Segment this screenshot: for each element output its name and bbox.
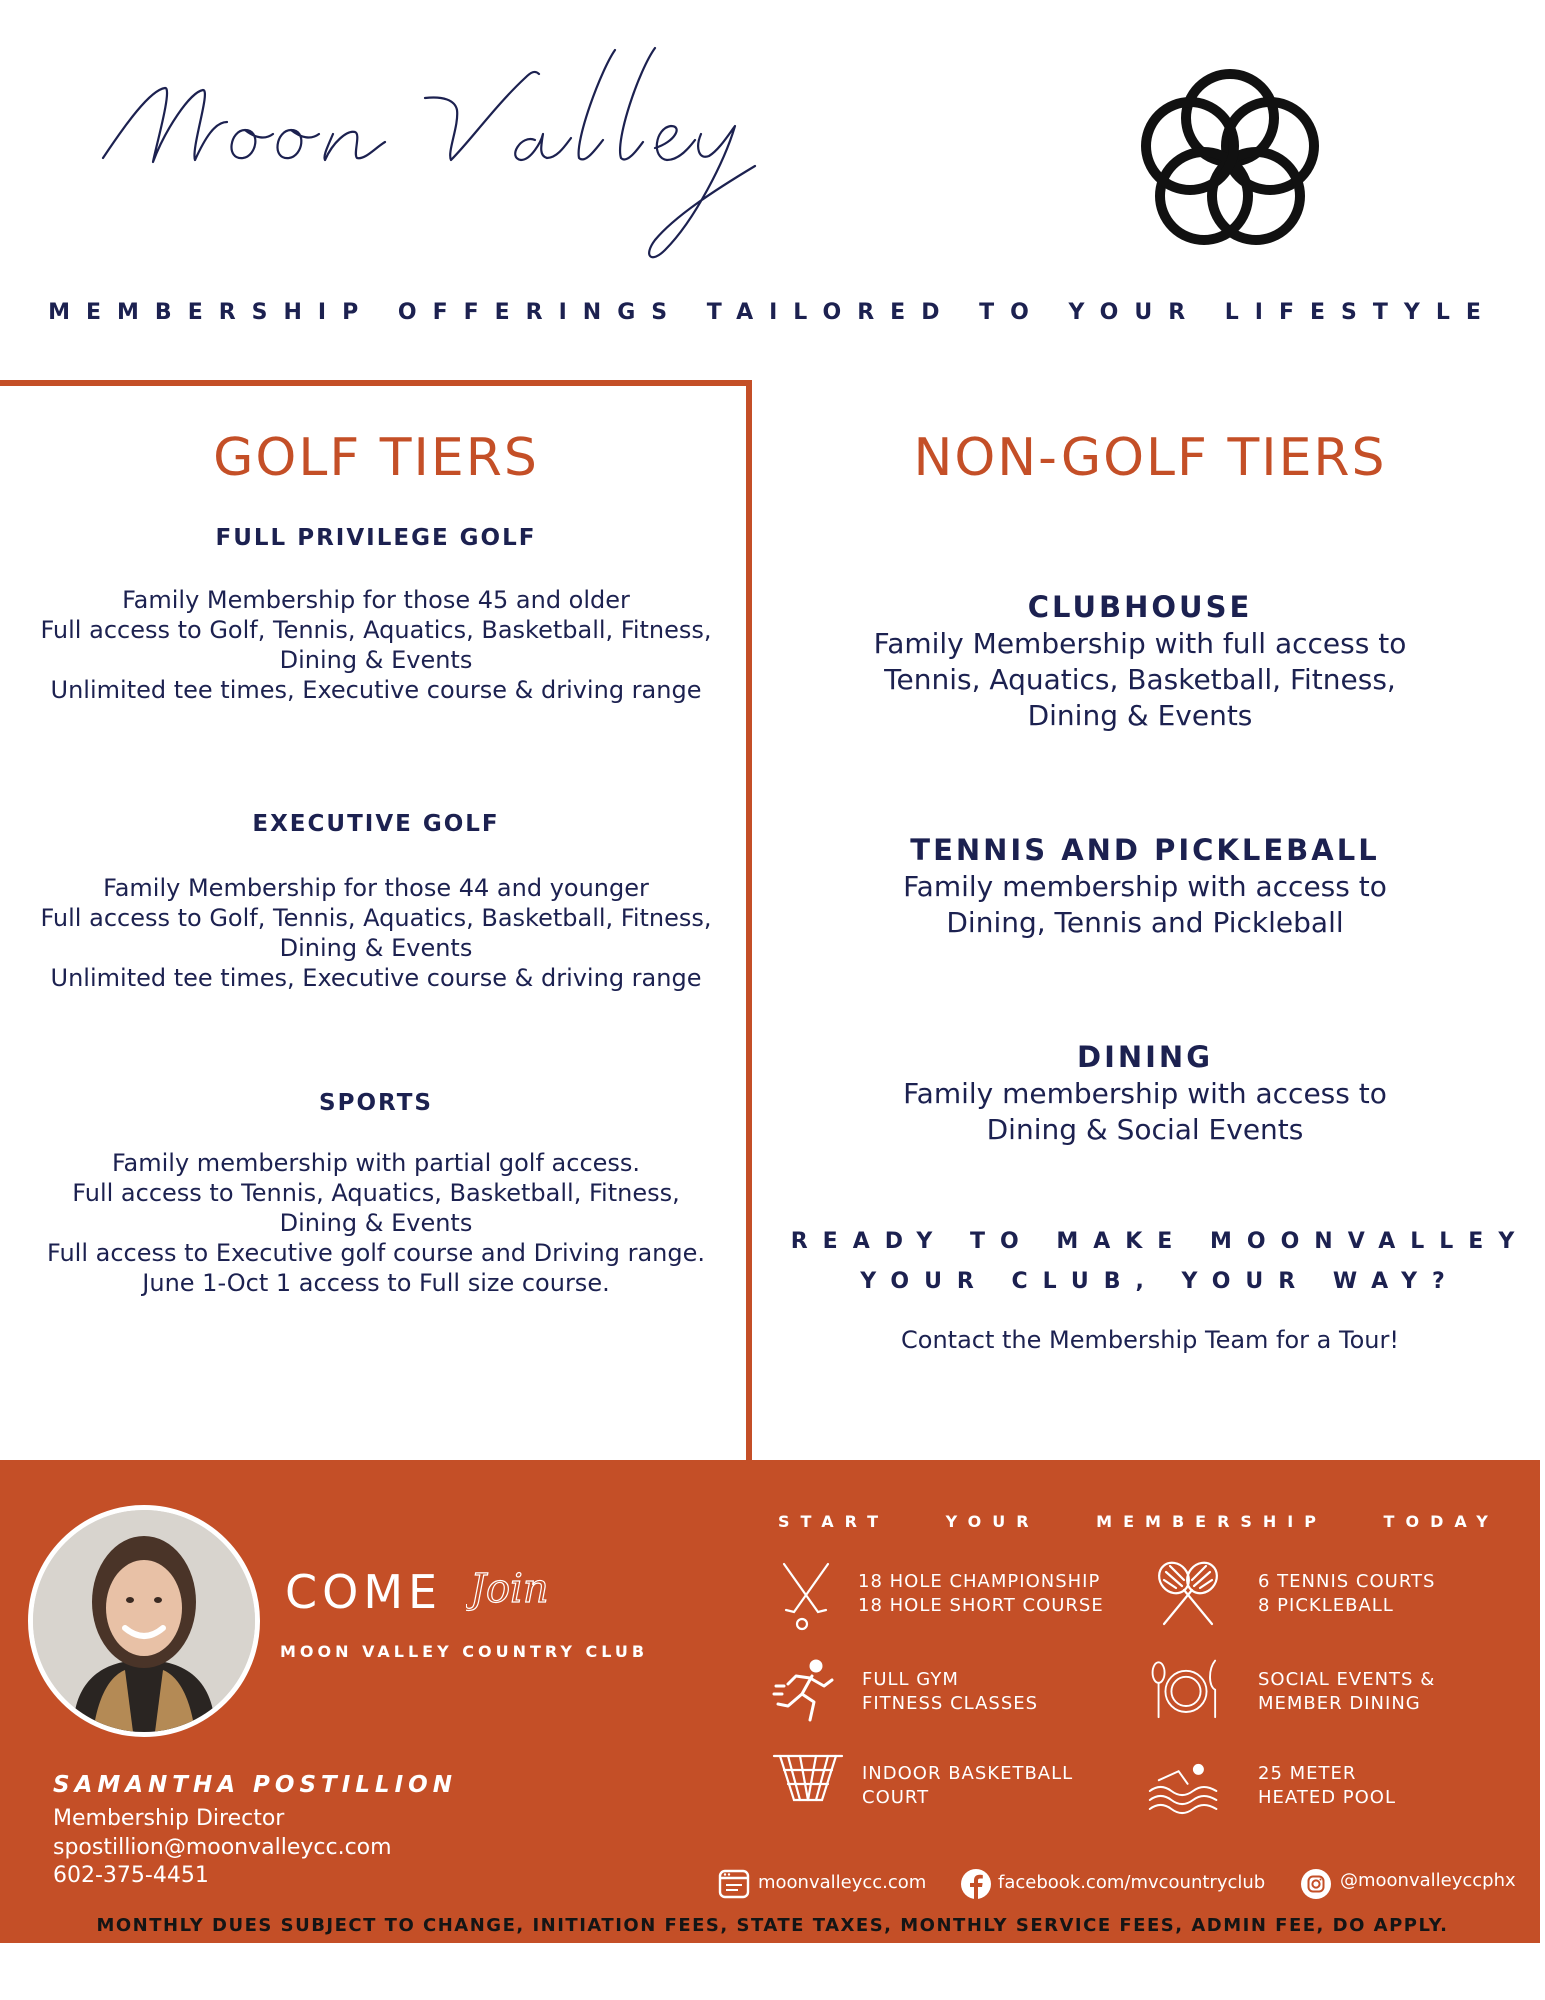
director-name: SAMANTHA POSTILLION [53, 1772, 457, 1798]
tier-description-full-privilege-golf [0, 585, 752, 705]
tier-line: Unlimited tee times, Executive course & driving range [50, 676, 702, 704]
celtic-knot-logo-icon [1130, 60, 1330, 260]
tier-description-tennis-and-pickleball [765, 869, 1525, 941]
golf-tiers-heading: GOLF TIERS [213, 428, 539, 488]
disclaimer: MONTHLY DUES SUBJECT TO CHANGE, INITIATION FEES, STATE TAXES, MONTHLY SERVICE FEES, ADMIN FEE, DO APPLY. [96, 1915, 1449, 1936]
start-membership-heading: START YOUR MEMBERSHIP TODAY [778, 1512, 1499, 1531]
feature-line: FULL GYM [862, 1669, 959, 1690]
swimmer-icon [1148, 1746, 1220, 1818]
tier-line: Family membership with access to [903, 870, 1387, 903]
facebook-icon [960, 1868, 992, 1900]
tier-line: Full access to Tennis, Aquatics, Basketball, Fitness, [72, 1179, 680, 1207]
tier-name-sports: SPORTS [319, 1090, 433, 1116]
tier-description-executive-golf [0, 873, 752, 993]
feature-gym [862, 1668, 1038, 1716]
director-photo [28, 1505, 260, 1737]
cta-line-2: YOUR CLUB, YOUR WAY? [860, 1269, 1460, 1294]
tier-line: Family membership with access to [903, 1077, 1387, 1110]
director-phone[interactable]: 602-375-4451 [53, 1863, 209, 1888]
tier-line: Family Membership for those 45 and older [122, 586, 630, 614]
feature-dining [1258, 1668, 1435, 1716]
tier-description-sports [0, 1148, 752, 1298]
tier-name-clubhouse: CLUBHOUSE [1027, 590, 1253, 624]
tier-line: Dining, Tennis and Pickleball [946, 906, 1344, 939]
feature-line: COURT [862, 1787, 930, 1808]
tier-line: Tennis, Aquatics, Basketball, Fitness, [884, 663, 1396, 696]
feature-line: 18 HOLE SHORT COURSE [858, 1595, 1104, 1616]
moon-valley-script-logo [95, 30, 835, 270]
join-script-text [466, 1554, 606, 1624]
tennis-rackets-icon [1152, 1558, 1224, 1630]
feature-line: 6 TENNIS COURTS [1258, 1571, 1436, 1592]
feature-line: 25 METER [1258, 1763, 1357, 1784]
tier-line: Dining & Social Events [986, 1113, 1304, 1146]
tier-line: Dining & Events [1027, 699, 1253, 732]
feature-line: MEMBER DINING [1258, 1693, 1421, 1714]
feature-line: FITNESS CLASSES [862, 1693, 1039, 1714]
feature-line: 18 HOLE CHAMPIONSHIP [858, 1571, 1101, 1592]
instagram-link[interactable]: @moonvalleyccphx [1340, 1870, 1516, 1891]
feature-golf [858, 1570, 1104, 1618]
tier-description-clubhouse [760, 626, 1520, 734]
come-text: COME [285, 1565, 443, 1619]
tier-name-tennis-and-pickleball: TENNIS AND PICKLEBALL [910, 833, 1380, 867]
feature-tennis [1258, 1570, 1435, 1618]
tier-description-dining [765, 1076, 1525, 1148]
cta-line-1: READY TO MAKE MOONVALLEY [790, 1229, 1530, 1254]
runner-icon [770, 1656, 842, 1728]
tier-line: June 1-Oct 1 access to Full size course. [142, 1269, 610, 1297]
website-icon [718, 1868, 750, 1900]
club-name: MOON VALLEY COUNTRY CLUB [280, 1642, 649, 1661]
director-title: Membership Director [53, 1806, 285, 1831]
tier-line: Full access to Golf, Tennis, Aquatics, Basketball, Fitness, [40, 904, 712, 932]
contact-tour-text: Contact the Membership Team for a Tour! [901, 1326, 1399, 1354]
tagline: MEMBERSHIP OFFERINGS TAILORED TO YOUR LIFESTYLE [48, 300, 1497, 325]
tier-line: Unlimited tee times, Executive course & driving range [50, 964, 702, 992]
director-email[interactable]: spostillion@moonvalleycc.com [53, 1835, 392, 1860]
tier-line: Family Membership with full access to [873, 627, 1407, 660]
golf-clubs-icon [770, 1560, 842, 1632]
tier-name-executive-golf: EXECUTIVE GOLF [252, 811, 500, 837]
non-golf-tiers-heading: NON-GOLF TIERS [913, 428, 1387, 488]
facebook-link[interactable]: facebook.com/mvcountryclub [998, 1872, 1266, 1893]
feature-pool [1258, 1762, 1396, 1810]
feature-line: INDOOR BASKETBALL [862, 1763, 1074, 1784]
tier-line: Dining & Events [279, 646, 473, 674]
feature-line: SOCIAL EVENTS & [1258, 1669, 1436, 1690]
tier-line: Family membership with partial golf access. [111, 1149, 641, 1177]
feature-basketball [862, 1762, 1073, 1810]
tier-line: Full access to Executive golf course and Driving range. [46, 1239, 706, 1267]
tier-line: Family Membership for those 44 and younger [103, 874, 649, 902]
feature-line: HEATED POOL [1258, 1787, 1396, 1808]
feature-line: 8 PICKLEBALL [1258, 1595, 1394, 1616]
instagram-icon [1300, 1868, 1332, 1900]
tier-line: Dining & Events [279, 1209, 473, 1237]
basketball-hoop-icon [772, 1750, 844, 1822]
tier-line: Full access to Golf, Tennis, Aquatics, Basketball, Fitness, [40, 616, 712, 644]
join-text: Join [470, 1566, 549, 1612]
dining-plate-icon [1150, 1652, 1222, 1724]
tier-line: Dining & Events [279, 934, 473, 962]
tier-name-dining: DINING [1077, 1040, 1213, 1074]
website-link[interactable]: moonvalleycc.com [758, 1872, 927, 1893]
tier-name-full-privilege-golf: FULL PRIVILEGE GOLF [215, 525, 537, 551]
